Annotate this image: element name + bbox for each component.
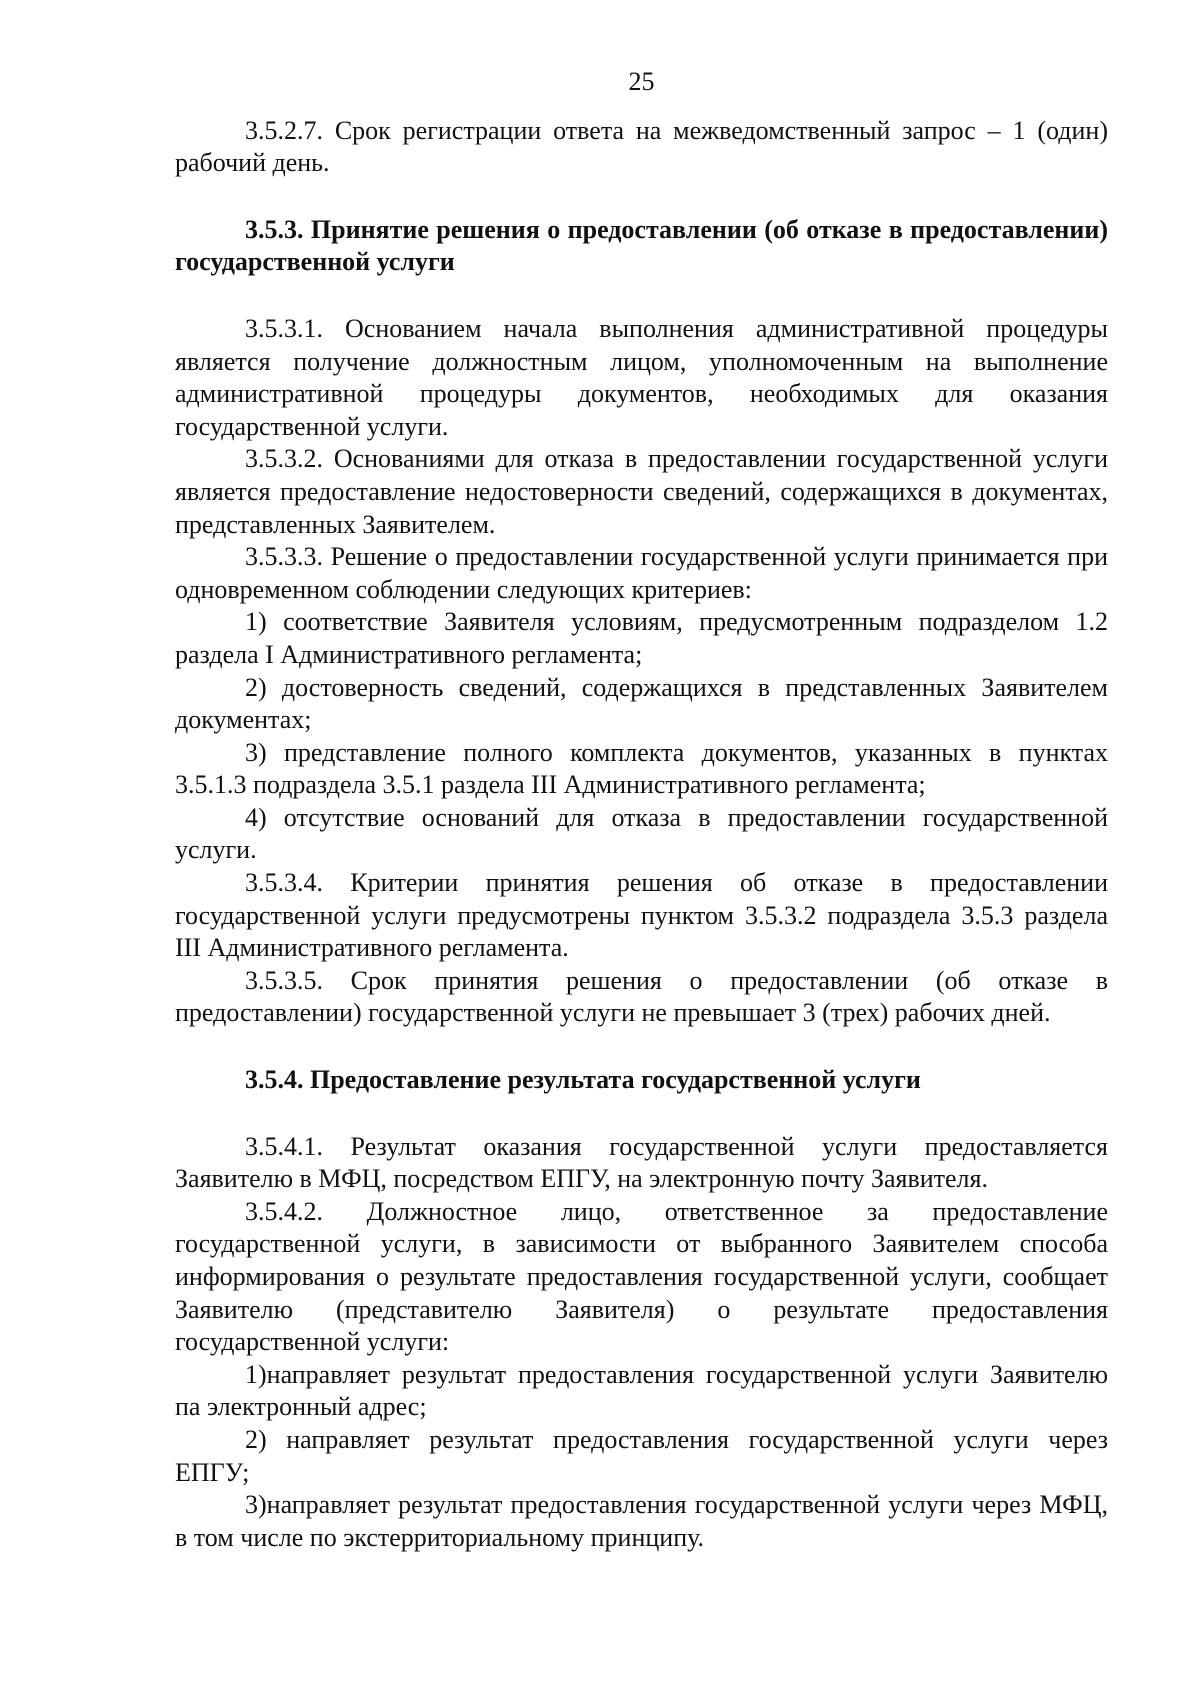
section-3-5-3	[175, 313, 1108, 1030]
paragraph-3-5-2-7: 3.5.2.7. Срок регистрации ответа на межведомственный запрос – 1 (один) рабочий день.	[175, 115, 1108, 178]
heading-3-5-4: 3.5.4. Предоставление результата государственной услуги	[245, 1065, 921, 1095]
paragraph-3-5-3-4: 3.5.3.4. Критерии принятия решения об отказе в предоставлении государственной услуги предусмотрены пунктом 3.5.3.2 подраздела 3.5.3 раздела III Административного регламента.	[175, 868, 1108, 963]
heading-3-5-3: 3.5.3. Принятие решения о предоставлении (об отказе в предоставлении) государственной услуги	[175, 214, 1108, 277]
page-number: 25	[628, 67, 655, 96]
paragraph-3-5-4-1: 3.5.4.1. Результат оказания государственной услуги предоставляется Заявителю в МФЦ, посредством ЕПГУ, на электронную почту Заявителя.	[175, 1131, 1108, 1194]
list-item-delivery-2: 2) направляет результат предоставления государственной услуги через ЕПГУ;	[175, 1424, 1108, 1487]
list-item-delivery-1: 1)направляет результат предоставления государственной услуги Заявителю па электронный адрес;	[175, 1359, 1108, 1422]
paragraph-3-5-3-5: 3.5.3.5. Срок принятия решения о предоставлении (об отказе в предоставлении) государственной услуги не превышает 3 (трех) рабочих дней.	[175, 965, 1108, 1028]
list-item-criterion-2: 2) достоверность сведений, содержащихся в представленных Заявителем документах;	[175, 672, 1108, 735]
paragraph-3-5-4-2: 3.5.4.2. Должностное лицо, ответственное за предоставление государственной услуги, в зависимости от выбранного Заявителем способа информирования о результате предоставления государственной услуги, сообщает Заявителю (представителю Заявителя) о результате предоставления государственной услуги:	[175, 1196, 1108, 1357]
paragraph-3-5-3-1: 3.5.3.1. Основанием начала выполнения административной процедуры является получение должностным лицом, уполномоченным на выполнение административной процедуры документов, необходимых для оказания государственной услуги.	[175, 313, 1108, 441]
list-item-criterion-3: 3) представление полного комплекта документов, указанных в пунктах 3.5.1.3 подраздела 3.5.1 раздела III Административного регламента;	[175, 737, 1108, 800]
section-3-5-4	[175, 1131, 1108, 1555]
list-item-criterion-1: 1) соответствие Заявителя условиям, предусмотренным подразделом 1.2 раздела I Административного регламента;	[175, 607, 1108, 669]
paragraph-3-5-3-3: 3.5.3.3. Решение о предоставлении государственной услуги принимается при одновременном соблюдении следующих критериев:	[175, 542, 1108, 604]
paragraph-3-5-3-2: 3.5.3.2. Основаниями для отказа в предоставлении государственной услуги является предоставление недостоверности сведений, содержащихся в документах, представленных Заявителем.	[175, 444, 1108, 539]
list-item-criterion-4: 4) отсутствие оснований для отказа в предоставлении государственной услуги.	[175, 802, 1108, 865]
list-item-delivery-3: 3)направляет результат предоставления государственной услуги через МФЦ, в том числе по экстерриториальному принципу.	[175, 1490, 1108, 1552]
